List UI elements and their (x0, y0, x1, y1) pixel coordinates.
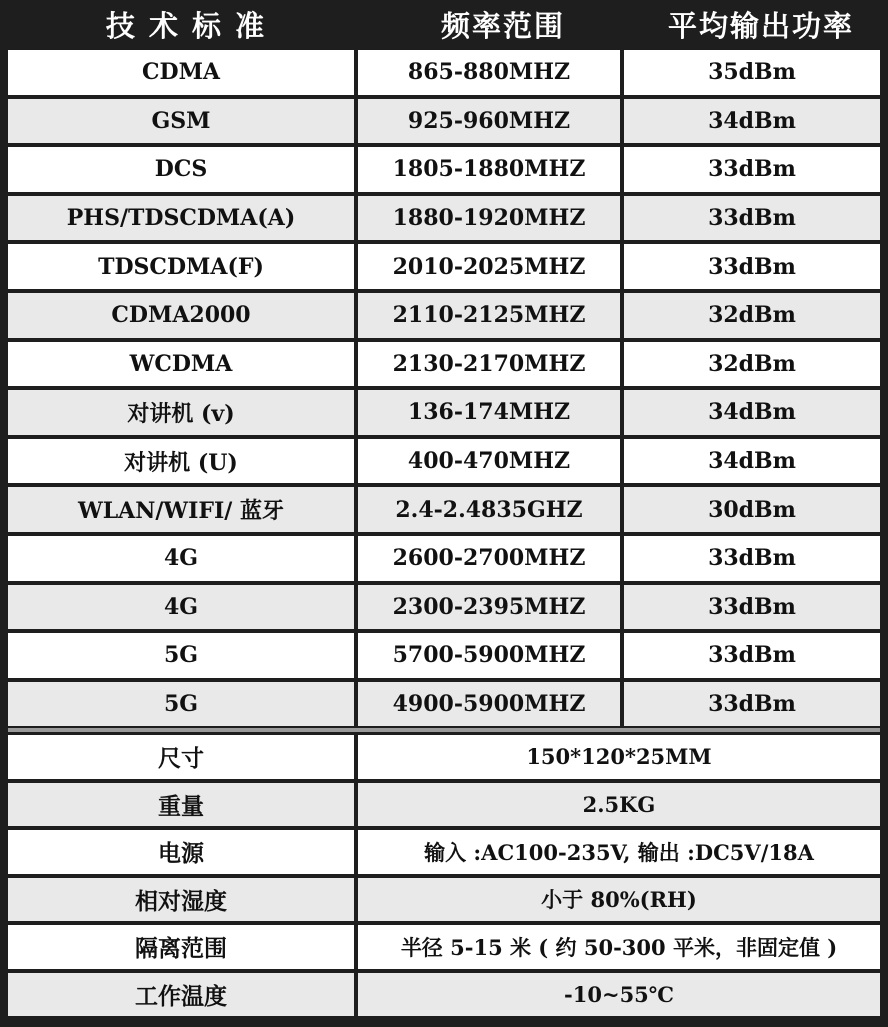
info-value: 150*120*25MM (358, 735, 880, 779)
table-row (8, 147, 880, 192)
standard-cell: TDSCDMA(F) (8, 244, 354, 289)
section-divider (8, 728, 880, 732)
frequency-cell: 2010-2025MHZ (358, 244, 620, 289)
standard-cell: 5G (8, 682, 354, 727)
header-standard: 技 术 标 准 (105, 8, 267, 43)
standard-cell: 4G (8, 585, 354, 630)
table-row (8, 244, 880, 289)
standard-cell: 4G (8, 536, 354, 581)
info-row (8, 735, 880, 779)
info-label: 尺寸 (8, 735, 354, 779)
frequency-cell: 2110-2125MHZ (358, 293, 620, 338)
standard-cell: CDMA (8, 50, 354, 95)
power-cell: 30dBm (624, 487, 880, 532)
header-power: 平均输出功率 (667, 8, 854, 43)
power-cell: 35dBm (624, 50, 880, 95)
table-row (8, 50, 880, 95)
power-cell: 32dBm (624, 293, 880, 338)
info-table (8, 735, 880, 1016)
frequency-cell: 2130-2170MHZ (358, 342, 620, 387)
info-value: 2.5KG (358, 783, 880, 827)
power-cell: 33dBm (624, 682, 880, 727)
standard-cell: PHS/TDSCDMA(A) (8, 196, 354, 241)
standard-cell: WCDMA (8, 342, 354, 387)
info-label: 相对湿度 (8, 878, 354, 922)
table-row (8, 293, 880, 338)
power-cell: 33dBm (624, 196, 880, 241)
frequency-cell: 2600-2700MHZ (358, 536, 620, 581)
table-row (8, 439, 880, 484)
frequency-cell: 2300-2395MHZ (358, 585, 620, 630)
power-cell: 34dBm (624, 439, 880, 484)
frequency-cell: 1880-1920MHZ (358, 196, 620, 241)
table-row (8, 682, 880, 727)
info-row (8, 878, 880, 922)
table-row (8, 536, 880, 581)
spec-table (8, 50, 880, 726)
frequency-cell: 865-880MHZ (358, 50, 620, 95)
power-cell: 33dBm (624, 147, 880, 192)
frequency-cell: 400-470MHZ (358, 439, 620, 484)
power-cell: 33dBm (624, 536, 880, 581)
frequency-cell: 925-960MHZ (358, 99, 620, 144)
standard-cell: CDMA2000 (8, 293, 354, 338)
header-frequency: 频率范围 (440, 8, 565, 43)
info-value: 小于 80%(RH) (358, 878, 880, 922)
table-row (8, 196, 880, 241)
info-row (8, 830, 880, 874)
power-cell: 34dBm (624, 99, 880, 144)
table-row (8, 487, 880, 532)
info-value: -10~55℃ (358, 973, 880, 1017)
standard-cell: WLAN/WIFI/ 蓝牙 (8, 487, 354, 532)
standard-cell: 对讲机 (v) (8, 390, 354, 435)
info-label: 电源 (8, 830, 354, 874)
power-cell: 33dBm (624, 244, 880, 289)
frequency-cell: 4900-5900MHZ (358, 682, 620, 727)
info-row (8, 973, 880, 1017)
table-row (8, 390, 880, 435)
standard-cell: 对讲机 (U) (8, 439, 354, 484)
frequency-cell: 1805-1880MHZ (358, 147, 620, 192)
info-value: 输入 :AC100-235V, 输出 :DC5V/18A (358, 830, 880, 874)
info-value: 半径 5-15 米 ( 约 50-300 平米，非固定值 ) (358, 925, 880, 969)
info-row (8, 925, 880, 969)
standard-cell: 5G (8, 633, 354, 678)
info-label: 隔离范围 (8, 925, 354, 969)
power-cell: 33dBm (624, 633, 880, 678)
power-cell: 33dBm (624, 585, 880, 630)
table-row (8, 342, 880, 387)
table-row (8, 633, 880, 678)
table-row (8, 99, 880, 144)
power-cell: 32dBm (624, 342, 880, 387)
standard-cell: GSM (8, 99, 354, 144)
standard-cell: DCS (8, 147, 354, 192)
frequency-cell: 136-174MHZ (358, 390, 620, 435)
table-header (0, 0, 888, 48)
info-label: 工作温度 (8, 973, 354, 1017)
info-row (8, 783, 880, 827)
frequency-cell: 2.4-2.4835GHZ (358, 487, 620, 532)
info-label: 重量 (8, 783, 354, 827)
table-row (8, 585, 880, 630)
power-cell: 34dBm (624, 390, 880, 435)
frequency-cell: 5700-5900MHZ (358, 633, 620, 678)
